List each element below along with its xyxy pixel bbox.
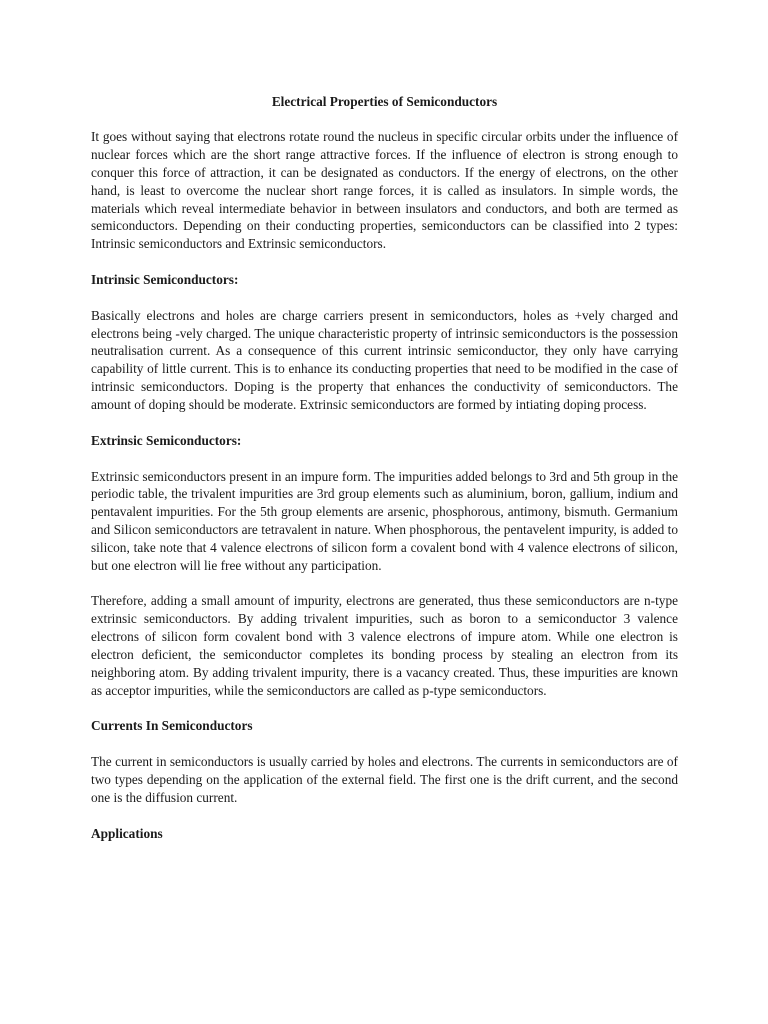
extrinsic-paragraph-2: Therefore, adding a small amount of impurity, electrons are generated, thus these semiconductors are n-type extrinsic semiconductors. By adding trivalent impurities, such as boron to a semiconductor 3 valence electrons of silicon form covalent bond with 3 valence electrons of impure atom. While one electron is electron deficient, the semiconductor completes its bonding process by stealing an electron from its neighboring atom. By adding trivalent impurity, there is a vacancy created. Thus, these impurities are known as acceptor impurities, while the semiconductors are called as p-type semiconductors. (91, 593, 678, 698)
document-title: Electrical Properties of Semiconductors (271, 94, 498, 109)
intrinsic-paragraph: Basically electrons and holes are charge carriers present in semiconductors, holes as +vely charged and electrons being -vely charged. The unique characteristic property of intrinsic semiconductors is the possession neutralisation current. As a consequence of this current intrinsic semiconductor, they only have carrying capability of little current. This is to enhance its conducting properties that need to be modified in the case of intrinsic semiconductors. Doping is the property that enhances the conductivity of semiconductors. The amount of doping should be moderate. Extrinsic semiconductors are formed by intiating doping process. (91, 307, 678, 413)
currents-paragraph: The current in semiconductors is usually carried by holes and electrons. The currents in semiconductors are of two types depending on the application of the external field. The first one is the drift current, and the second one is the diffusion current. (91, 754, 678, 806)
intro-paragraph: It goes without saying that electrons rotate round the nucleus in specific circular orbits under the influence of nuclear forces which are the short range attractive forces. If the influence of electron is strong enough to conquer this force of attraction, it can be designated as conductors. If the energy of electrons, on the other hand, is least to overcome the nuclear short range forces, it is called as insulators. In simple words, the materials which reveal intermediate behavior in between insulators and conductors, and both are termed as semiconductors. Depending on their conducting properties, semiconductors can be classified into 2 types: Intrinsic semiconductors and Extrinsic semiconductors. (91, 128, 678, 252)
document-page (91, 93, 678, 860)
extrinsic-paragraph-1: Extrinsic semiconductors present in an impure form. The impurities added belongs to 3rd and 5th group in the periodic table, the trivalent impurities are 3rd group elements such as aluminium, boron, gallium, indium and pentavalent impurities. For the 5th group elements are arsenic, phosphorous, antimony, bismuth. Germanium and Silicon semiconductors are tetravalent in nature. When phosphorous, the pentavelent impurity, is added to silicon, take note that 4 valence electrons of silicon form a covalent bond with 4 valence electrons of silicon, but one electron will lie free without any participation. (91, 468, 678, 574)
section-heading-intrinsic: Intrinsic Semiconductors: (91, 271, 239, 287)
section-heading-applications: Applications (91, 825, 163, 841)
section-heading-currents: Currents In Semiconductors (91, 718, 253, 734)
section-heading-extrinsic: Extrinsic Semiconductors: (91, 432, 242, 448)
